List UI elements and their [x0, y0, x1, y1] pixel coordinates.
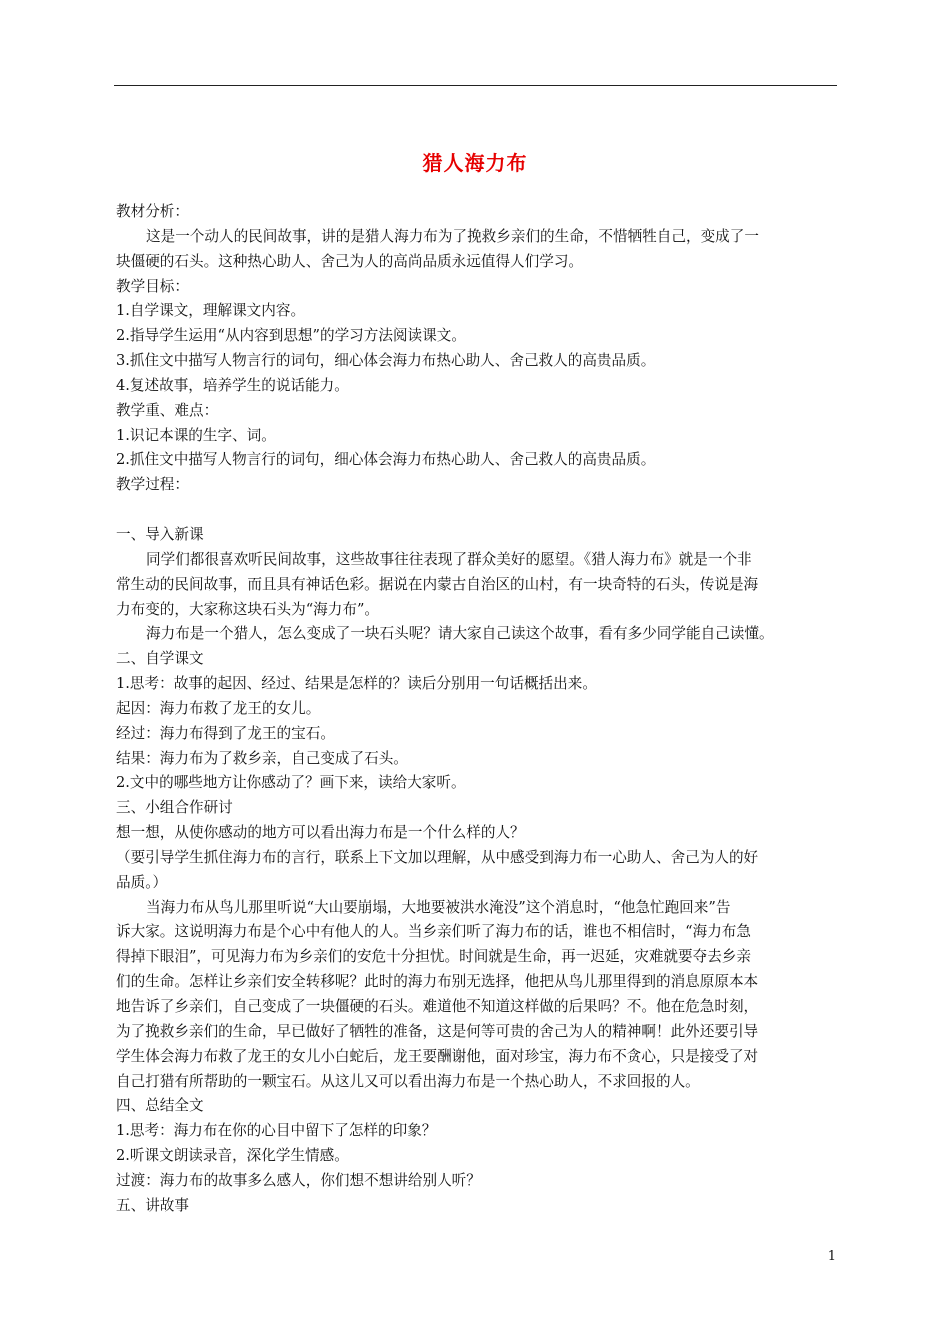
- document-body: [116, 200, 844, 1219]
- goal-item: 2.指导学生运用“从内容到思想”的学习方法阅读课文。: [116, 327, 466, 345]
- section-3-paragraph-line: 学生体会海力布救了龙王的女儿小白蛇后，龙王要酬谢他，面对珍宝，海力布不贪心，只是接受了对: [116, 1047, 759, 1065]
- section-2-item: 起因：海力布救了龙王的女儿。: [116, 699, 321, 717]
- section-4-heading: 四、总结全文: [116, 1097, 204, 1115]
- section-3-paragraph-line: 为了挽救乡亲们的生命，早已做好了牺牲的准备，这是何等可贵的舍己为人的精神啊！此外还要引导: [116, 1022, 759, 1040]
- section-4-item: 过渡：海力布的故事多么感人，你们想不想讲给别人听？: [116, 1171, 481, 1189]
- section-1-paragraph-line: 力布变的，大家称这块石头为“海力布”。: [116, 600, 380, 618]
- section-3-note-line: 品质。）: [116, 873, 168, 891]
- section-2-item: 结果：海力布为了救乡亲，自己变成了石头。: [116, 749, 408, 767]
- section-2-heading: 二、自学课文: [116, 650, 204, 668]
- section-2-item: 经过：海力布得到了龙王的宝石。: [116, 724, 335, 742]
- section-4-item: 2.听课文朗读录音，深化学生情感。: [116, 1147, 349, 1165]
- section-3-paragraph-line: 地告诉了乡亲们，自己变成了一块僵硬的石头。难道他不知道这样做的后果吗？不。他在危急时刻，: [116, 998, 759, 1015]
- section-4-item: 1.思考：海力布在你的心目中留下了怎样的印象？: [116, 1122, 437, 1140]
- goal-item: 3.抓住文中描写人物言行的词句，细心体会海力布热心助人、舍己救人的高贵品质。: [116, 352, 656, 370]
- section-5-heading: 五、讲故事: [116, 1196, 189, 1214]
- section-3-paragraph-line: 得掉下眼泪”，可见海力布为乡亲们的安危十分担忧。时间就是生命，再一迟延，灾难就要夺去乡亲: [116, 948, 751, 966]
- section-3-paragraph-line: 自己打猎有所帮助的一颗宝石。从这儿又可以看出海力布是一个热心助人，不求回报的人。: [116, 1072, 700, 1090]
- document-title: 猎人海力布: [422, 151, 528, 175]
- section-3-heading: 三、小组合作研讨: [116, 799, 233, 817]
- section-3-paragraph-line: 当海力布从鸟儿那里听说“大山要崩塌，大地要被洪水淹没”这个消息时，“他急忙跑回来”告: [146, 898, 731, 916]
- goals-heading: 教学目标：: [116, 277, 189, 295]
- section-1-paragraph-line: 海力布是一个猎人，怎么变成了一块石头呢？请大家自己读这个故事，看有多少同学能自己读懂。: [146, 625, 774, 643]
- process-heading: 教学过程：: [116, 476, 189, 494]
- key-points-heading: 教学重、难点：: [116, 401, 219, 419]
- section-1-paragraph-line: 同学们都很喜欢听民间故事，这些故事往往表现了群众美好的愿望。《猎人海力布》就是一个非: [146, 550, 752, 568]
- section-3-paragraph-line: 们的生命。怎样让乡亲们安全转移呢？此时的海力布别无选择，他把从鸟儿那里得到的消息原原本本: [116, 973, 759, 991]
- section-1-paragraph-line: 常生动的民间故事，而且具有神话色彩。据说在内蒙古自治区的山村，有一块奇特的石头，传说是海: [116, 575, 759, 593]
- goal-item: 4.复述故事，培养学生的说话能力。: [116, 376, 349, 394]
- section-1-heading: 一、导入新课: [116, 525, 204, 543]
- section-3-question: 想一想，从使你感动的地方可以看出海力布是一个什么样的人？: [116, 824, 525, 842]
- blank-line: [116, 498, 844, 523]
- key-point-item: 2.抓住文中描写人物言行的词句，细心体会海力布热心助人、舍己救人的高贵品质。: [116, 451, 656, 469]
- section-2-item: 1.思考：故事的起因、经过、结果是怎样的？读后分别用一句话概括出来。: [116, 675, 597, 693]
- analysis-heading: 教材分析：: [116, 203, 189, 220]
- goal-item: 1.自学课文，理解课文内容。: [116, 302, 306, 320]
- section-2-item: 2.文中的哪些地方让你感动了？画下来，读给大家听。: [116, 774, 466, 792]
- analysis-paragraph-line: 这是一个动人的民间故事，讲的是猎人海力布为了挽救乡亲们的生命，不惜牺牲自己，变成了一: [146, 227, 759, 245]
- header-rule: [114, 85, 837, 86]
- section-3-note-line: （要引导学生抓住海力布的言行，联系上下文加以理解，从中感受到海力布一心助人、舍己为人的好: [116, 848, 759, 866]
- section-3-paragraph-line: 诉大家。这说明海力布是个心中有他人的人。当乡亲们听了海力布的话，谁也不相信时，“海力布急: [116, 923, 751, 941]
- page-number: 1: [827, 1249, 836, 1264]
- analysis-paragraph-line: 块僵硬的石头。这种热心助人、舍己为人的高尚品质永远值得人们学习。: [116, 252, 584, 270]
- key-point-item: 1.识记本课的生字、词。: [116, 426, 276, 444]
